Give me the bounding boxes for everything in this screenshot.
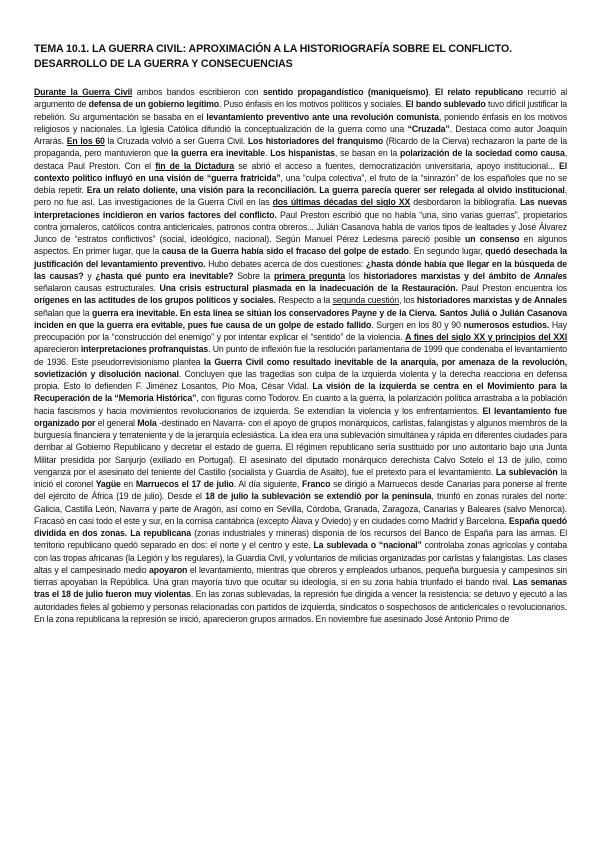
text-run: España quedó dividida en dos zonas. La republicana	[34, 515, 567, 538]
text-run: la guerra era inevitable	[171, 148, 265, 159]
text-run: Los hispanistas	[270, 148, 335, 159]
text-run: señalan que la	[34, 307, 93, 318]
text-run: . Puso énfasis en los motivos políticos y sociales.	[218, 99, 406, 110]
text-run: quedó desechada la justificación del levantamiento preventivo.	[34, 246, 567, 269]
text-run: Paul Preston encuentra los	[457, 283, 568, 293]
text-run: sentido propagandístico (maniqueísmo)	[262, 87, 429, 97]
text-run: , destaca Paul Preston. Con el	[34, 148, 567, 171]
text-run: , los	[398, 295, 417, 306]
text-run: fin de la Dictadura	[155, 160, 235, 171]
text-run: .	[428, 87, 436, 97]
text-run: segunda cuestión	[332, 295, 399, 306]
text-run: numerosos estudios.	[463, 319, 550, 330]
text-run: . Destaca como autor Joaquín Arrarás.	[34, 123, 567, 146]
text-run: Hay preocupación por la “construcción del enemigo” y por intentar explicar el “sentido” de la violencia.	[34, 319, 567, 342]
text-run: , triunfó en zonas rurales del norte: Galicia, Castilla León, Navarra y parte de Aragón, así como en Sevilla, Córdoba, Granada, Zaragoza, Canarias y Baleares (salvo Menorca). Fracasó en casi todo el este y sur, en la cornisa cantábrica (excepto Álava y Oviedo) y en ciudades como Madrid y Barcelona.	[34, 491, 567, 526]
text-run: Hubo debates acerca de dos cuestiones:	[205, 258, 366, 269]
text-run: . En segundo lugar,	[408, 246, 486, 257]
text-run: Mola	[137, 417, 157, 428]
text-run: Sobre la	[233, 270, 274, 281]
text-run: defensa de un gobierno legítimo	[88, 99, 219, 110]
text-run: polarización de la sociedad como causa	[400, 148, 565, 159]
document-body	[34, 86, 567, 625]
text-run: primera pregunta	[273, 270, 346, 281]
text-run: Annales	[534, 270, 568, 281]
text-run: guerra era inevitable. En esta línea se sitúan los conservadores Payne y de la Cierva. Santos Juliá o Julián Casanova inciden en que la guerra era evitable, pues fue causa de un golpe de estado fallido	[34, 307, 567, 330]
text-run: El contexto político influyó en una visión de “guerra fratricida”	[34, 160, 567, 183]
text-run: Las nuevas interpretaciones incidieron en varios factores del conflicto.	[34, 197, 567, 220]
text-run: (Ricardo de la Cierva) rechazaron la parte de la propaganda, pero mantuvieron que	[34, 136, 567, 159]
text-run: tuvo difícil justificar la rebelión. Su argumentación se basaba en el	[34, 99, 567, 122]
text-run: levantamiento preventivo ante una revolución comunista	[206, 111, 439, 122]
text-run: El bando sublevado	[405, 99, 486, 110]
text-run: un consenso	[465, 234, 520, 244]
text-run: Yagüe	[95, 479, 121, 489]
text-run: Una crisis estructural plasmada en la inadecuación de la Restauración.	[159, 283, 458, 293]
document-page	[34, 42, 567, 625]
text-run: se abrió el acceso a fuentes, democratización universitaria, apoyo institucional...	[234, 160, 560, 171]
text-run: los	[345, 270, 364, 281]
text-run: en	[120, 479, 136, 489]
text-run: .	[264, 148, 271, 159]
text-run: la Cruzada volvió a ser Guerra Civil.	[104, 136, 248, 146]
text-run: en algunos aspectos. En primer lugar, que la	[34, 234, 567, 257]
text-run: 18 de julio la sublevación se extendió por la península	[205, 491, 432, 502]
text-run: Durante la Guerra Civil	[34, 87, 133, 97]
text-run: Marruecos el 17 de julio	[135, 479, 234, 489]
text-run: El relato republicano	[435, 87, 523, 97]
text-run: -destinado en Navarra- con el apoyo de grupos monárquicos, carlistas, falangistas y algunos miembros de la burguesía financiera y terrateniente y de la jerarquía eclesiástica. La idea era una sublevación simultánea y rápida en diferentes ciudades para derribar al Gobierno Republicano y decretar el estado de guerra. El régimen republicano sería sustituido por uno autoritario bajo una Junta Militar presidida por Sanjurjo (exiliado en Portugal). El asesinato del diputado monárquico derechista Calvo Sotelo el 13 de julio, como venganza por el asesinato del teniente del Castillo (socialista y Guardia de Asalto), fue el pretexto para el levantamiento.	[34, 417, 567, 477]
document-title: TEMA 10.1. LA GUERRA CIVIL: APROXIMACIÓN A LA HISTORIOGRAFÍA SOBRE EL CONFLICTO. DESARROLLO DE LA GUERRA Y CONSECUENCIAS	[34, 43, 512, 70]
text-run: , pero no fue así. Las investigaciones de la Guerra Civil en las	[34, 185, 567, 208]
text-run: En los 60	[66, 136, 105, 146]
text-run: el general	[95, 417, 138, 428]
text-run: Era un relato doliente, una visión para la reconciliación. La guerra parecía querer ser relegada al olvido institucional	[86, 185, 565, 195]
text-run: La visión de la izquierda se centra en el Movimiento para la Recuperación de la “Memoria Histórica”	[34, 381, 567, 404]
text-run: , se basan en la	[334, 148, 401, 159]
text-run: el levantamiento, mientras que obreros y empleados urbanos, pequeña burguesía y campesinos sin tierras apoyaban la República. Una gran mayoría tuvo que ocultar su ideología, si en su zona había triunfado el bando rival.	[34, 564, 567, 587]
text-run: se dirigió a Marruecos desde Canarias para ponerse al frente del ejército de África (19 de julio). Desde el	[34, 479, 568, 502]
text-run: y	[83, 270, 96, 281]
text-run: ¿hasta qué punto era inevitable?	[95, 270, 234, 281]
text-run: A fines del siglo XX y principios del XXI	[405, 332, 568, 342]
text-run: historiadores marxistas y de Annales	[416, 295, 567, 306]
text-run: la Guerra Civil como resultado inevitable de la anarquía, por amenaza de la revolución, sovietización y disolución nacional	[34, 356, 567, 379]
text-run: Los historiadores del franquismo	[247, 136, 384, 146]
text-run: (zonas industriales y mineras) disponía de los recursos del Banco de España para las armas. El territorio republicano quedó separado en dos: el norte y el centro y este.	[34, 528, 567, 551]
text-run: , con figuras como Todorov. En cuanto a la guerra, la polarización política arrastraba a la población hacia fascismos y hacia movimientos revolucionarios de izquierda. Se extendían la violencia y los enfrentamientos.	[34, 393, 567, 416]
text-run: ¿hasta dónde había que llegar en la búsqueda de las causas?	[34, 258, 567, 281]
text-run: . Al día siguiente,	[233, 479, 303, 489]
text-run: La sublevada o “nacional”	[313, 540, 422, 551]
text-run: “Cruzada”	[407, 123, 450, 134]
text-run: recurrió al argumento de	[34, 87, 568, 110]
text-run: ambos bandos escribieron con	[132, 87, 263, 97]
text-run: la inició el coronel	[34, 466, 567, 489]
text-run: orígenes en las actitudes de los grupos políticos y sociales.	[34, 295, 276, 306]
text-run: desbordaron la bibliografía.	[410, 197, 520, 208]
text-run: interpretaciones profranquistas	[80, 344, 209, 355]
text-run: historiadores marxistas y del ámbito de	[363, 270, 535, 281]
text-run: apoyaron	[149, 564, 188, 575]
text-run: Franco	[302, 479, 331, 489]
text-run: La sublevación	[495, 466, 558, 477]
text-run: . Concluyen que las tragedias son culpa de la izquierda violenta y la derecha reacciona en defensa propia. Esto lo defienden F. Jiménez Losantos, Pío Moa, César Vidal.	[34, 368, 567, 391]
text-run: aparecieron	[34, 344, 81, 355]
text-run: . En las zonas sublevadas, la represión fue dirigida a vencer la resistencia: se detuvo y ejecutó a las autoridades fieles al gobierno y personas relacionadas con partidos de izquierda, sindicatos o sospechosos de anticlericales o revolucionarios. En la zona republicana la represión se inició, aparecieron grupos armados. En noviembre fue asesinado José Antonio Primo de	[34, 589, 568, 624]
text-run: , poniendo énfasis en los motivos religiosos y nacionales. La Iglesia Católica difundió la conceptualización de la guerra como una	[34, 111, 567, 134]
text-run: . Un punto de inflexión fue la resolución parlamentaria de 1999 que condenaba el levantamiento de 1936. Este pseudorrevisionismo plantea	[34, 344, 567, 367]
text-run: El levantamiento fue organizado por	[34, 405, 567, 428]
text-run: controlaba zonas agrícolas y contaba con las tropas africanas (la Legión y los regulares), la Guardia Civil, y voluntarios de milicias organizadas por carlistas y falangistas. Las clases altas y el campesinado medio	[34, 540, 567, 575]
text-run: , una “culpa colectiva”, el fruto de la “sinrazón” de los españoles que no se debía repetir.	[34, 172, 567, 195]
text-run: Las semanas tras el 18 de julio fueron muy violentas	[34, 577, 567, 600]
text-run: . Surgen en los 80 y 90	[371, 319, 464, 330]
text-run: dos últimas décadas del siglo XX	[272, 197, 411, 208]
text-run: Paul Preston escribió que no había “una, sino varias guerras”, propietarios contra jornaleros, católicos contra anticlericales, patronos contra obreros... Julián Casanova habla de varios tipos de lealtades y José Álvarez Junco de “estratos conflictivos” (social, ideológico, nacional). Según Manuel Pérez Ledesma pareció posible	[34, 209, 567, 244]
text-run: Respecto a la	[275, 295, 333, 306]
text-run: causa de la Guerra había sido el fracaso del golpe de estado	[161, 246, 409, 257]
text-run: señalaron causas estructurales.	[34, 283, 160, 293]
